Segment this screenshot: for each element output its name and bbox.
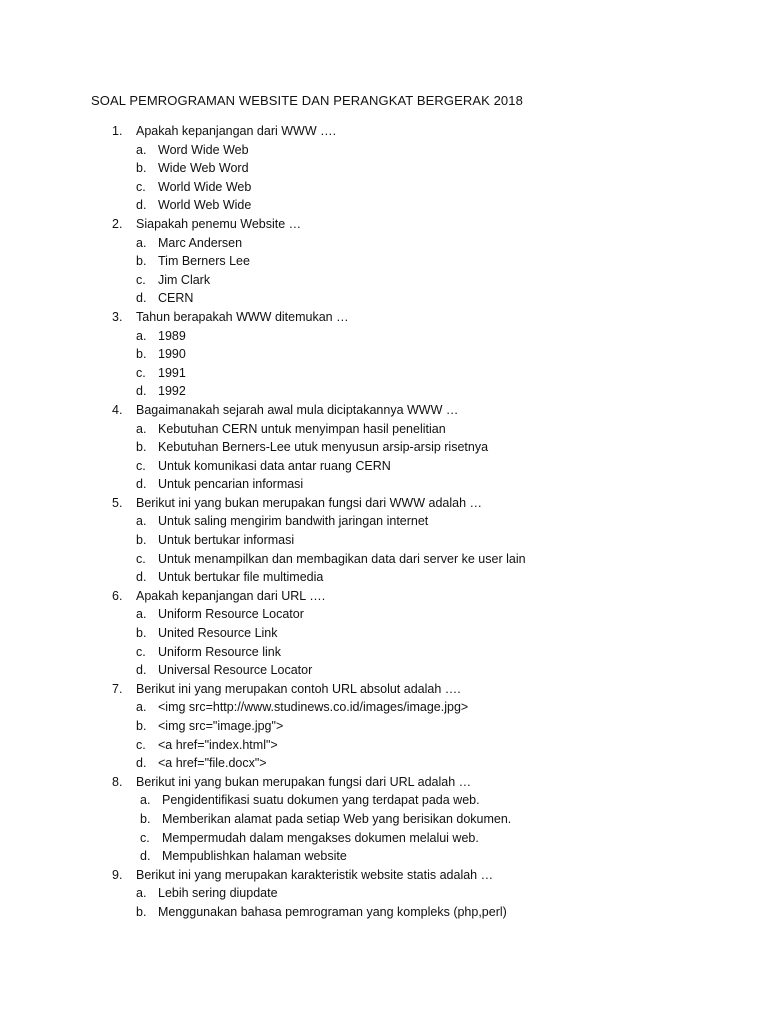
- option-text: Mempublishkan halaman website: [162, 849, 347, 864]
- option-letter: b.: [136, 254, 147, 269]
- answer-option: [0, 531, 768, 550]
- option-text: World Web Wide: [158, 198, 252, 213]
- option-letter: c.: [136, 644, 146, 659]
- answer-option: [0, 847, 768, 866]
- question-number: 5.: [112, 495, 123, 510]
- option-text: United Resource Link: [158, 626, 278, 641]
- option-text: Word Wide Web: [158, 142, 249, 157]
- question-item: [0, 215, 768, 308]
- answer-option: [0, 271, 768, 290]
- option-text: Lebih sering diupdate: [158, 886, 278, 901]
- option-letter: b.: [136, 626, 147, 641]
- option-text: <img src=http://www.studinews.co.id/images/image.jpg>: [158, 700, 469, 715]
- question-number: 8.: [112, 774, 123, 789]
- question-item: [0, 866, 768, 922]
- option-text: Jim Clark: [158, 272, 211, 287]
- question-list: [0, 122, 768, 922]
- option-text: Kebutuhan Berners-Lee utuk menyusun arsip-arsip risetnya: [158, 440, 489, 455]
- option-text: Uniform Resource Locator: [158, 607, 304, 622]
- answer-option: [0, 568, 768, 587]
- answer-option: [0, 364, 768, 383]
- answer-option: [0, 475, 768, 494]
- question-text: Tahun berapakah WWW ditemukan …: [136, 309, 349, 324]
- question-line: [0, 401, 768, 420]
- option-text: 1989: [158, 328, 186, 343]
- answer-option: [0, 550, 768, 569]
- option-text: Mempermudah dalam mengakses dokumen melalui web.: [162, 830, 479, 845]
- question-number: 2.: [112, 216, 123, 231]
- question-item: [0, 494, 768, 587]
- answer-option: [0, 884, 768, 903]
- question-number: 4.: [112, 402, 123, 417]
- answer-option: [0, 810, 768, 829]
- option-text: Uniform Resource link: [158, 644, 281, 659]
- option-letter: a.: [136, 514, 147, 529]
- option-letter: d.: [136, 291, 147, 306]
- answer-option: [0, 605, 768, 624]
- answer-option: [0, 252, 768, 271]
- option-letter: c.: [136, 179, 146, 194]
- option-letter: a.: [136, 886, 147, 901]
- question-number: 1.: [112, 124, 123, 138]
- option-text: Untuk saling mengirim bandwith jaringan internet: [158, 514, 429, 529]
- option-text: Wide Web Word: [158, 161, 249, 176]
- document-title: SOAL PEMROGRAMAN WEBSITE DAN PERANGKAT BERGERAK 2018: [91, 93, 523, 108]
- option-letter: b.: [136, 533, 147, 548]
- answer-option: [0, 717, 768, 736]
- option-letter: c.: [136, 737, 146, 752]
- answer-option: [0, 234, 768, 253]
- option-text: 1991: [158, 365, 186, 380]
- option-text: Pengidentifikasi suatu dokumen yang terdapat pada web.: [162, 793, 480, 808]
- answer-option: [0, 661, 768, 680]
- answer-option: [0, 457, 768, 476]
- option-letter: a.: [136, 607, 147, 622]
- question-number: 9.: [112, 867, 123, 882]
- option-letter: c.: [136, 272, 146, 287]
- option-letter: b.: [140, 811, 151, 826]
- question-text: Berikut ini yang bukan merupakan fungsi dari URL adalah …: [136, 774, 472, 789]
- question-item: [0, 587, 768, 680]
- option-letter: d.: [136, 756, 147, 771]
- question-number: 7.: [112, 681, 123, 696]
- option-letter: b.: [136, 719, 147, 733]
- question-number: 6.: [112, 588, 123, 603]
- option-letter: d.: [140, 849, 151, 864]
- question-line: [0, 866, 768, 885]
- question-text: Berikut ini yang merupakan contoh URL absolut adalah ….: [136, 681, 461, 696]
- option-letter: c.: [140, 830, 150, 845]
- answer-option: [0, 829, 768, 848]
- answer-option: [0, 736, 768, 755]
- option-letter: c.: [136, 551, 146, 566]
- question-line: [0, 308, 768, 327]
- option-letter: d.: [136, 477, 147, 492]
- question-text: Bagaimanakah sejarah awal mula diciptakannya WWW …: [136, 402, 459, 417]
- option-text: <a href="index.html">: [158, 737, 278, 752]
- question-text: Siapakah penemu Website …: [136, 216, 302, 231]
- question-line: [0, 680, 768, 699]
- question-line: [0, 494, 768, 513]
- answer-option: [0, 624, 768, 643]
- question-line: [0, 215, 768, 234]
- answer-option: [0, 791, 768, 810]
- answer-option: [0, 178, 768, 197]
- option-text: <img src="image.jpg">: [158, 719, 284, 733]
- option-letter: d.: [136, 570, 147, 585]
- option-letter: b.: [136, 347, 147, 362]
- option-letter: d.: [136, 663, 147, 678]
- option-letter: a.: [140, 793, 151, 808]
- question-text: Berikut ini yang bukan merupakan fungsi dari WWW adalah …: [136, 495, 482, 510]
- option-text: World Wide Web: [158, 179, 252, 194]
- question-item: [0, 401, 768, 494]
- answer-option: [0, 382, 768, 401]
- question-item: [0, 773, 768, 866]
- option-letter: a.: [136, 235, 147, 250]
- question-text: Apakah kepanjangan dari URL ….: [136, 588, 326, 603]
- answer-option: [0, 289, 768, 308]
- question-item: [0, 680, 768, 773]
- option-text: Kebutuhan CERN untuk menyimpan hasil penelitian: [158, 421, 446, 436]
- option-letter: c.: [136, 365, 146, 380]
- question-item: [0, 122, 768, 215]
- answer-option: [0, 327, 768, 346]
- option-text: Untuk komunikasi data antar ruang CERN: [158, 458, 391, 473]
- option-letter: a.: [136, 328, 147, 343]
- answer-option: [0, 698, 768, 717]
- answer-option: [0, 345, 768, 364]
- option-text: Untuk bertukar informasi: [158, 533, 295, 548]
- option-letter: a.: [136, 421, 147, 436]
- answer-option: [0, 512, 768, 531]
- option-text: Universal Resource Locator: [158, 663, 313, 678]
- question-line: [0, 587, 768, 606]
- option-text: Untuk menampilkan dan membagikan data dari server ke user lain: [158, 551, 526, 566]
- option-text: <a href="file.docx">: [158, 756, 267, 771]
- option-letter: b.: [136, 440, 147, 455]
- option-text: Untuk bertukar file multimedia: [158, 570, 324, 585]
- answer-option: [0, 420, 768, 439]
- question-number: 3.: [112, 309, 123, 324]
- question-text: Apakah kepanjangan dari WWW ….: [136, 124, 337, 138]
- answer-option: [0, 141, 768, 160]
- question-line: [0, 773, 768, 792]
- option-text: 1992: [158, 384, 186, 399]
- option-letter: a.: [136, 142, 147, 157]
- option-text: Menggunakan bahasa pemrograman yang kompleks (php,perl): [158, 904, 507, 919]
- answer-option: [0, 643, 768, 662]
- answer-option: [0, 159, 768, 178]
- option-text: 1990: [158, 347, 186, 362]
- option-letter: a.: [136, 700, 147, 715]
- option-text: CERN: [158, 291, 194, 306]
- option-letter: d.: [136, 384, 147, 399]
- answer-option: [0, 196, 768, 215]
- answer-option: [0, 438, 768, 457]
- option-text: Untuk pencarian informasi: [158, 477, 304, 492]
- question-item: [0, 308, 768, 401]
- option-letter: b.: [136, 904, 147, 919]
- option-letter: b.: [136, 161, 147, 176]
- option-letter: c.: [136, 458, 146, 473]
- answer-option: [0, 754, 768, 773]
- option-text: Marc Andersen: [158, 235, 243, 250]
- option-text: Tim Berners Lee: [158, 254, 250, 269]
- option-letter: d.: [136, 198, 147, 213]
- option-text: Memberikan alamat pada setiap Web yang berisikan dokumen.: [162, 811, 512, 826]
- question-text: Berikut ini yang merupakan karakteristik website statis adalah …: [136, 867, 494, 882]
- answer-option: [0, 903, 768, 922]
- question-line: [0, 122, 768, 141]
